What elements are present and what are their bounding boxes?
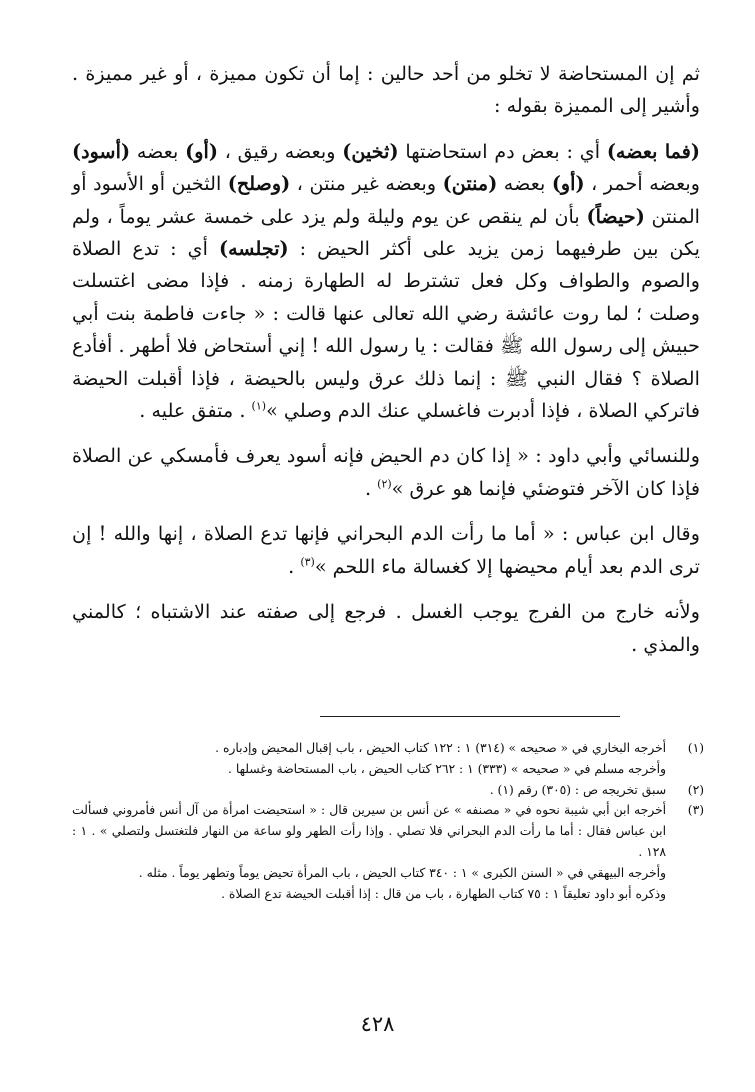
paragraph	[72, 518, 700, 583]
text-segment: بأن لم ينقص عن يوم وليلة ولم يزد على خمسة عشر يوماً ، ولم يكن بين طرفيهما زمن يزيد على أكثر الحيض :	[72, 204, 700, 261]
footnote-body	[72, 800, 666, 904]
footnote-ref: (٢)	[377, 477, 392, 491]
matn-term: (ثخين)	[342, 139, 399, 163]
footnote-number: (١)	[687, 741, 704, 755]
matn-term: (أو)	[551, 172, 585, 196]
matn-term: (تجلسه)	[219, 237, 289, 261]
text-segment: بعضه	[497, 172, 552, 196]
text-segment: أي : تدع الصلاة والصوم والطواف وكل فعل تشترط له الطهارة زمنه . فإذا مضى اغتسلت وصلت ؛ لما روت عائشة رضي الله تعالى عنها قالت : « جاءت فاطمة بنت أبي حبيش إلى رسول الله ﷺ فقالت : يا رسول الله ! إني أستحاض فلا أطهر . أفأدع الصلاة ؟ فقال النبي ﷺ : إنما ذلك عرق وليس بالحيضة ، فإذا أقبلت الحيضة فاتركي الصلاة ، فإذا أدبرت فاغسلي عنك الدم وصلي »	[72, 237, 700, 423]
text-segment: بعضه	[130, 139, 186, 163]
footnote-body	[72, 780, 666, 801]
footnote-body	[72, 738, 666, 780]
footnote-number: (٢)	[687, 782, 704, 797]
footnote-line: وأخرجه البيهقي في « السنن الكبرى » ١ : ٣٤٠ كتاب الحيض ، باب المرأة تحيض يوماً وتطهر يوماً . مثله .	[138, 865, 666, 880]
text-segment: .	[288, 554, 301, 578]
footnote	[72, 738, 704, 780]
matn-term: (أو)	[185, 139, 218, 163]
text-segment: . متفق عليه .	[139, 399, 252, 423]
footnote	[72, 780, 704, 801]
matn-term: (فما بعضه)	[606, 139, 701, 163]
main-text	[72, 58, 700, 674]
page-number: ٤٢٨	[360, 1012, 395, 1036]
matn-term: (وصلح)	[227, 172, 291, 196]
text-segment: .	[364, 476, 378, 500]
footnote-ref: (١)	[251, 399, 267, 413]
paragraph	[72, 596, 700, 661]
footnote-divider	[320, 716, 620, 717]
matn-term: (حيضاً)	[586, 204, 645, 228]
paragraph	[72, 440, 700, 505]
text-segment: ثم إن المستحاضة لا تخلو من أحد حالين : إما أن تكون مميزة ، أو غير مميزة . وأشير إلى المميزة بقوله :	[72, 62, 700, 118]
text-segment: وبعضه أحمر ،	[584, 172, 700, 196]
matn-term: (منتن)	[442, 172, 498, 196]
text-segment: وللنسائي وأبي داود : « إذا كان دم الحيض فإنه أسود يعرف فأمسكي عن الصلاة فإذا كان الآخر فتوضئي فإنما هو عرق »	[72, 444, 700, 500]
text-segment: ولأنه خارج من الفرج يوجب الغسل . فرجع إلى صفته عند الاشتباه ؛ كالمني والمذي .	[72, 600, 700, 656]
paragraph	[72, 136, 700, 428]
footnotes	[72, 738, 704, 904]
text-segment: وبعضه رقيق ،	[217, 139, 343, 163]
matn-term: (أسود)	[72, 139, 131, 163]
text-segment: أي : بعض دم استحاضتها	[398, 139, 607, 163]
footnote-ref: (٣)	[300, 555, 315, 569]
footnote-line: وذكره أبو داود تعليقاً ١ : ٧٥ كتاب الطهارة ، باب من قال : إذا أقبلت الحيضة تدع الصلاة .	[221, 886, 666, 901]
footnote-line: وأخرجه مسلم في « صحيحه » (٣٣٣) ١ : ٢٦٢ كتاب الحيض ، باب المستحاضة وغسلها .	[228, 761, 666, 776]
text-segment: وبعضه غير منتن ،	[290, 172, 443, 196]
footnote-line: أخرجه البخاري في « صحيحه » (٣١٤) ١ : ١٢٢ كتاب الحيض ، باب إقبال المحيض وإدباره .	[215, 741, 666, 755]
footnote	[72, 800, 704, 904]
footnote-line: سبق تخريجه ص : (٣٠٥) رقم (١) .	[489, 782, 666, 797]
text-segment: الثخين أو الأسود أو المنتن	[72, 172, 700, 228]
footnote-line: أخرجه ابن أبي شيبة نحوه في « مصنفه » عن أنس بن سيرين قال : « استحيضت امرأة من آل أنس فأمروني فسألت ابن عباس فقال : أما ما رأت الدم البحراني فلا تصلي . وإذا رأت الطهر ولو ساعة من النهار فلتغتسل ولتصلي » . ١ : ١٢٨ .	[72, 803, 667, 859]
footnote-number: (٣)	[687, 803, 704, 818]
paragraph	[72, 58, 700, 123]
text-segment: وقال ابن عباس : « أما ما رأت الدم البحراني فإنها تدع الصلاة ، إنها والله ! إن ترى الدم بعد أيام محيضها إلا كغسالة ماء اللحم »	[72, 522, 700, 578]
